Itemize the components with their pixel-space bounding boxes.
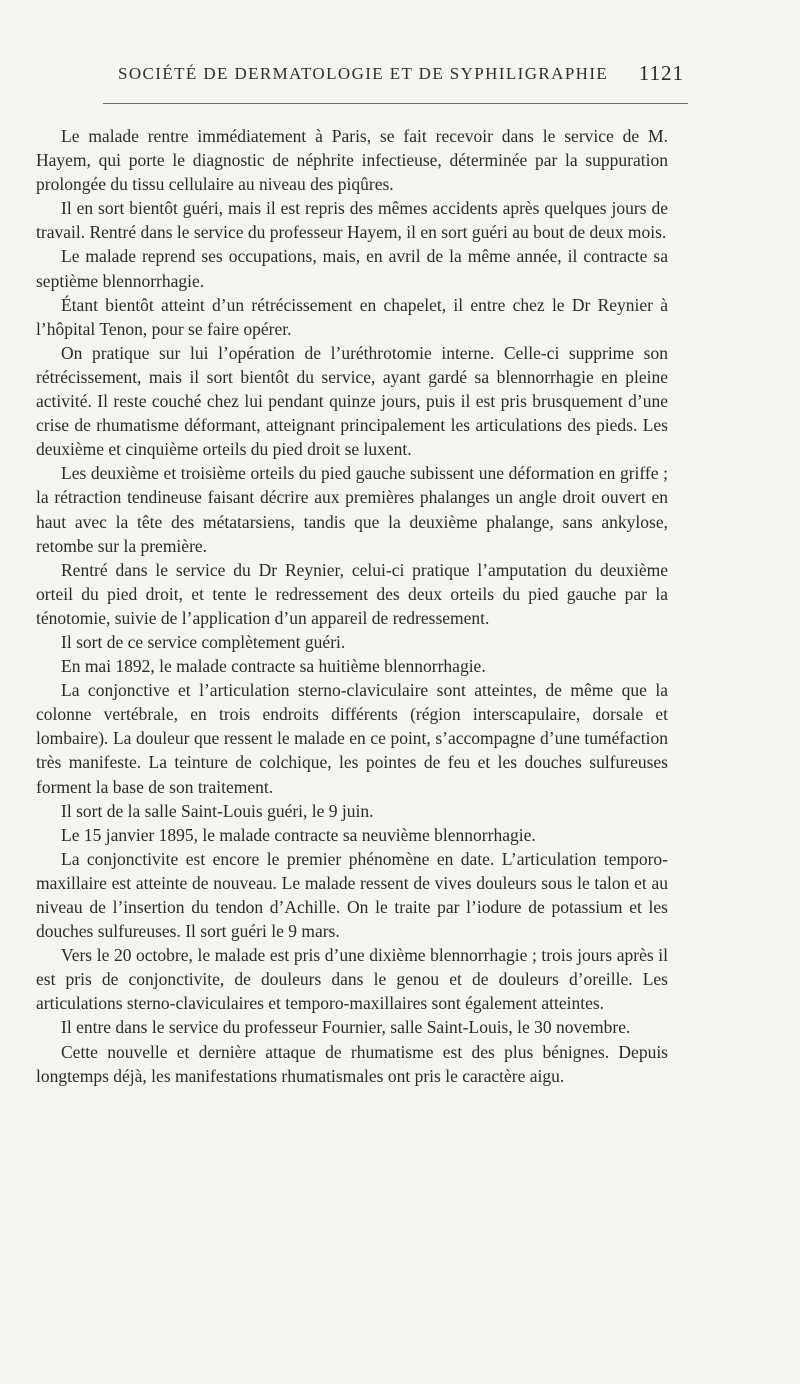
paragraph: La conjonctive et l’articulation sterno-claviculaire sont atteintes, de même que la colonne vertébrale, en trois endroits différents (région interscapulaire, dorsale et lombaire). La douleur que ressent le malade en ce point, s’accompagne d’une tuméfaction très manifeste. La teinture de colchique, les pointes de feu et les douches sulfureuses forment la base de son traitement. xyxy=(36,680,668,797)
paragraph: Le 15 janvier 1895, le malade contracte sa neuvième blennorrhagie. xyxy=(61,824,536,845)
paragraph: Cette nouvelle et dernière attaque de rhumatisme est des plus bénignes. Depuis longtemps déjà, les manifestations rhumatismales ont pris le caractère aigu. xyxy=(36,1041,668,1086)
paragraph: Rentré dans le service du Dr Reynier, celui-ci pratique l’amputation du deuxième orteil du pied droit, et tente le redressement des deux orteils du pied gauche par la ténotomie, suivie de l’application d’un appareil de redressement. xyxy=(36,559,668,628)
paragraph: La conjonctivite est encore le premier phénomène en date. L’articulation temporo-maxillaire est atteinte de nouveau. Le malade ressent de vives douleurs sous le talon et au niveau de l’insertion du tendon d’Achille. On le traite par l’iodure de potassium et les douches sulfureuses. Il sort guéri le 9 mars. xyxy=(36,848,668,942)
paragraph: On pratique sur lui l’opération de l’uréthrotomie interne. Celle-ci supprime son rétrécissement, mais il sort bientôt du service, ayant gardé sa blennorrhagie en pleine activité. Il reste couché chez lui pendant quinze jours, puis il est pris brusquement d’une crise de rhumatisme déformant, atteignant principalement les articulations des pieds. Les deuxième et cinquième orteils du pied droit se luxent. xyxy=(36,342,668,460)
page-number: 1121 xyxy=(638,61,684,85)
paragraph: Étant bientôt atteint d’un rétrécissement en chapelet, il entre chez le Dr Reynier à l’hôpital Tenon, pour se faire opérer. xyxy=(36,294,668,339)
paragraph: Il en sort bientôt guéri, mais il est repris des mêmes accidents après quelques jours de travail. Rentré dans le service du professeur Hayem, il en sort guéri au bout de deux mois. xyxy=(36,198,668,243)
paragraph: Les deuxième et troisième orteils du pied gauche subissent une déformation en griffe ; la rétraction tendineuse faisant décrire aux premières phalanges un angle droit ouvert en haut avec la tête des métatarsiens, tandis que la deuxième phalange, sans ankylose, retombe sur la première. xyxy=(36,463,668,556)
header-rule xyxy=(103,103,688,104)
running-title: SOCIÉTÉ DE DERMATOLOGIE ET DE SYPHILIGRAPHIE xyxy=(118,64,609,83)
body-text xyxy=(36,124,668,1088)
paragraph: En mai 1892, le malade contracte sa huitième blennorrhagie. xyxy=(61,656,486,677)
paragraph: Le malade reprend ses occupations, mais, en avril de la même année, il contracte sa septième blennorrhagie. xyxy=(36,246,668,291)
paragraph: Vers le 20 octobre, le malade est pris d’une dixième blennorrhagie ; trois jours après il est pris de conjonctivite, de douleurs dans le genou et de douleurs d’oreille. Les articulations sterno-claviculaires et temporo-maxillaires sont également atteintes. xyxy=(36,945,668,1014)
paragraph: Il sort de ce service complètement guéri. xyxy=(61,631,346,652)
running-header xyxy=(103,58,688,88)
paragraph: Le malade rentre immédiatement à Paris, se fait recevoir dans le service de M. Hayem, qui porte le diagnostic de néphrite infectieuse, déterminée par la suppuration prolongée du tissu cellulaire au niveau des piqûres. xyxy=(36,126,668,195)
paragraph: Il entre dans le service du professeur Fournier, salle Saint-Louis, le 30 novembre. xyxy=(61,1017,631,1038)
paragraph: Il sort de la salle Saint-Louis guéri, le 9 juin. xyxy=(61,800,374,821)
